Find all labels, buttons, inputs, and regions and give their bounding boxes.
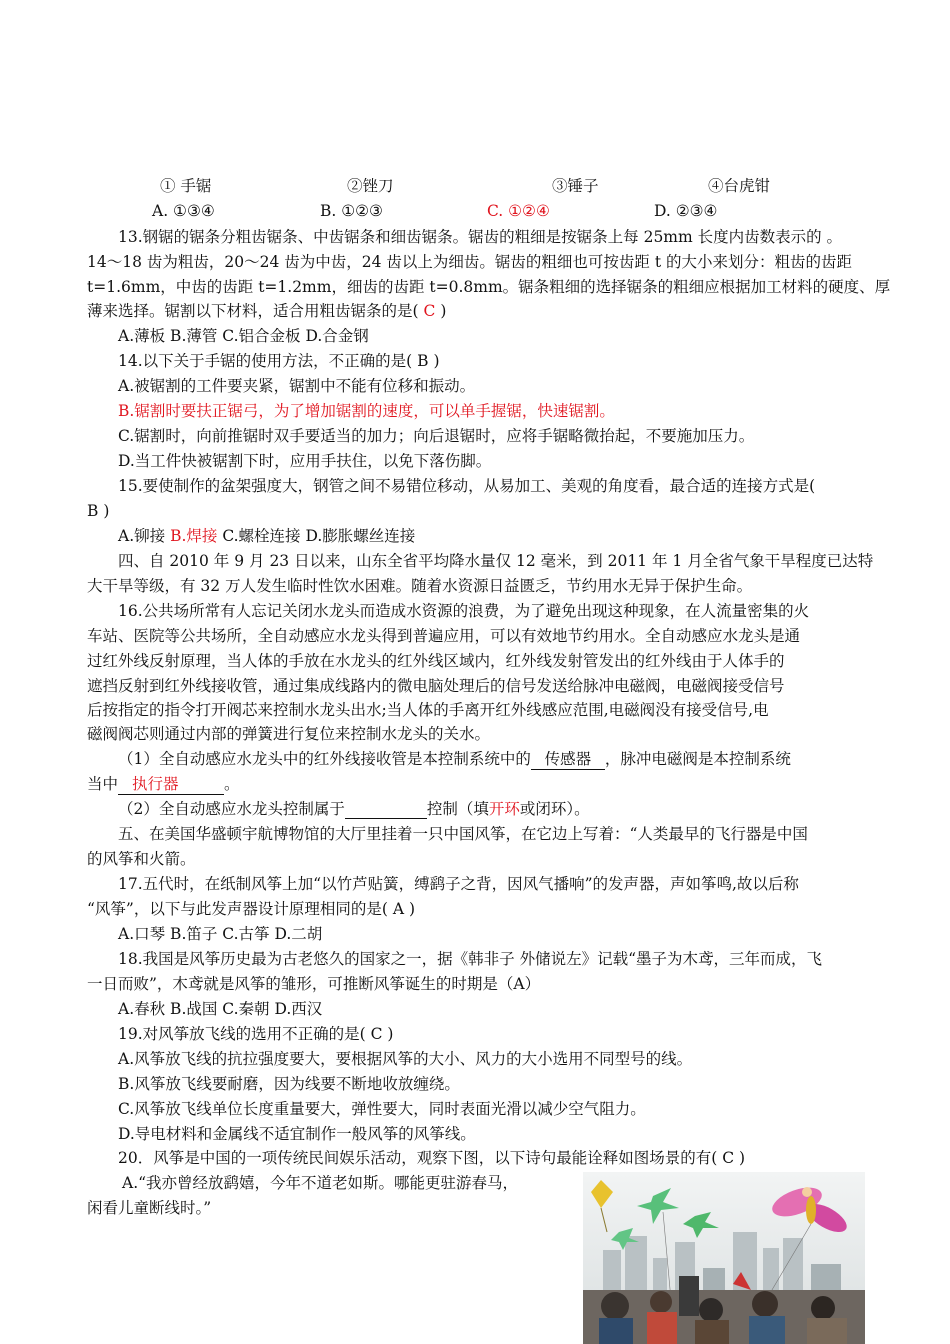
q16-line-3: 过红外线反射原理，当人体的手放在水龙头的红外线区域内，红外线发射管发出的红外线由于人体手的 (87, 652, 785, 670)
q13-options: A.薄板 B.薄管 C.铝合金板 D.合金钢 (118, 327, 369, 345)
q16-blank-actuator: 执行器 (118, 774, 224, 795)
q12-option-d: D. ②③④ (654, 202, 718, 220)
tool-item-3: ③锤子 (552, 177, 599, 195)
q15-option-b-answer: B.焊接 (170, 527, 218, 545)
q13-stem-end: 薄来选择。锯割以下材料，适合用粗齿锯条的是( (87, 302, 419, 320)
q20-stem: 20．风筝是中国的一项传统民间娱乐活动，观察下图，以下诗句最能诠释如图场景的有( C ) (118, 1149, 746, 1167)
q19-option-c: C.风筝放飞线单位长度重量要大，弹性要大，同时表面光滑以减少空气阻力。 (118, 1100, 646, 1118)
q18-options: A.春秋 B.战国 C.秦朝 D.西汉 (118, 1000, 323, 1018)
section-4-line-2: 大干旱等级，有 32 万人发生临时性饮水困难。随着水资源日益匮乏，节约用水无异于保护生命。 (87, 577, 753, 595)
q16-sub-1-end: 。 (224, 775, 240, 793)
q16-sub-1-prefix: 当中 (87, 775, 119, 793)
q14-option-c: C.锯割时，向前推锯时双手要适当的加力；向后退锯时，应将手锯略微抬起，不要施加压力。 (118, 427, 755, 445)
section-5-line-2: 的风筝和火箭。 (87, 850, 196, 868)
q16-line-4: 遮挡反射到红外线接收管，通过集成线路内的微电脑处理后的信号发送给脉冲电磁阀，电磁阀接受信号 (87, 677, 785, 695)
kite-photo (583, 1172, 865, 1344)
q15-options (118, 526, 415, 546)
q16-sub-2 (118, 799, 590, 819)
section-5-line-1: 五、在美国华盛顿宇航博物馆的大厅里挂着一只中国风筝，在它边上写着：“人类最早的飞行器是中国 (118, 825, 808, 843)
q19-stem: 19.对风筝放飞线的选用不正确的是( C ) (118, 1025, 394, 1043)
q16-line-1: 16.公共场所常有人忘记关闭水龙头而造成水资源的浪费，为了避免出现这种现象，在人流量密集的火 (118, 602, 810, 620)
q16-sub-1-mid: ，脉冲电磁阀是本控制系统 (604, 750, 791, 768)
q15-line-1: 15.要使制作的盆架强度大，钢管之间不易错位移动，从易加工、美观的角度看，最合适的连接方式是( (118, 477, 816, 495)
q13-line-1: 13.钢锯的锯条分粗齿锯条、中齿锯条和细齿锯条。锯齿的粗细是按锯条上每 25mm 长度内齿数表示的 。 (118, 228, 843, 246)
q16-line-2: 车站、医院等公共场所，全自动感应水龙头得到普遍应用，可以有效地节约用水。全自动感应水龙头是通 (87, 627, 801, 645)
q15-line-2: B ) (87, 502, 110, 520)
q16-sub-2-end: 或闭环）。 (519, 800, 590, 818)
q18-line-2: 一日而败”，木鸢就是风筝的雏形，可推断风筝诞生的时期是（A） (87, 975, 541, 993)
q15-option-a: A.铆接 (118, 527, 171, 545)
q16-sub-1-stem: （1）全自动感应水龙头中的红外线接收管是本控制系统中的 (118, 750, 531, 768)
q18-line-1: 18.我国是风筝历史最为古老悠久的国家之一，据《韩非子 外储说左》记载“墨子为木鸢，三年而成，飞 (118, 950, 823, 968)
q17-options: A.口琴 B.笛子 C.古筝 D.二胡 (118, 925, 323, 943)
q15-option-cd: C.螺栓连接 D.膨胀螺丝连接 (222, 527, 416, 545)
q16-answer-open-loop: 开环 (488, 800, 520, 818)
q12-option-a: A. ①③④ (152, 202, 215, 220)
q16-sub-1-line-2 (87, 774, 240, 795)
q12-option-c-answer: C. ①②④ (487, 202, 550, 220)
tool-item-2: ②锉刀 (347, 177, 394, 195)
section-4-line-1: 四、自 2010 年 9 月 23 日以来，山东全省平均降水量仅 12 毫米，到 2011 年 1 月全省气象干旱程度已达特 (118, 552, 874, 570)
q17-line-1: 17.五代时，在纸制风筝上加“以竹芦贴簧，缚鹞子之背，因风气播响”的发声器，声如筝鸣,故以后称 (118, 875, 799, 893)
q14-option-d: D.当工件快被锯割下时，应用手扶住，以免下落伤脚。 (118, 452, 492, 470)
q16-blank-sensor: 传感器 (531, 749, 605, 770)
q13-close-paren: ) (440, 302, 447, 320)
tool-item-1: ① 手锯 (160, 177, 212, 195)
q20-option-a-line-1: A.“我亦曾经放鹞嬉，今年不道老如斯。哪能更驻游春马， (122, 1174, 519, 1192)
q19-option-d: D.导电材料和金属线不适宜制作一般风筝的风筝线。 (118, 1125, 476, 1143)
q16-line-6: 磁阀阀芯则通过内部的弹簧进行复位来控制水龙头的关水。 (87, 725, 491, 743)
q16-sub-1 (118, 749, 791, 770)
q14-option-b-answer: B.锯割时要扶正锯弓，为了增加锯割的速度，可以单手握锯，快速锯割。 (118, 402, 615, 420)
q13-line-2: 14～18 齿为粗齿，20～24 齿为中齿，24 齿以上为细齿。锯齿的粗细也可按齿距 t 的大小来划分：粗齿的齿距 (87, 253, 852, 271)
q12-option-b: B. ①②③ (320, 202, 383, 220)
q17-line-2: “风筝”，以下与此发声器设计原理相同的是( A ) (87, 900, 415, 918)
q13-line-3: t=1.6mm，中齿的齿距 t=1.2mm，细齿的齿距 t=0.8mm。锯条粗细的选择锯条的粗细应根据加工材料的硬度、厚 (87, 278, 891, 296)
q13-answer: C (423, 302, 436, 320)
q13-line-4 (87, 301, 446, 321)
q20-option-a-line-2: 闲看儿童断线时。” (87, 1199, 212, 1217)
q16-blank-control (345, 801, 427, 819)
q19-option-b: B.风筝放飞线要耐磨，因为线要不断地收放缠绕。 (118, 1075, 460, 1093)
q14-option-a: A.被锯割的工件要夹紧，锯割中不能有位移和振动。 (118, 377, 476, 395)
q16-line-5: 后按指定的指令打开阀芯来控制水龙头出水;当人体的手离开红外线感应范围,电磁阀没有接受信号,电 (87, 701, 769, 719)
tool-item-4: ④台虎钳 (708, 177, 771, 195)
q16-sub-2-mid: 控制（填 (426, 800, 489, 818)
q14-stem: 14.以下关于手锯的使用方法，不正确的是( B ) (118, 352, 440, 370)
q19-option-a: A.风筝放飞线的抗拉强度要大，要根据风筝的大小、风力的大小选用不同型号的线。 (118, 1050, 693, 1068)
q16-sub-2-stem: （2）全自动感应水龙头控制属于 (118, 800, 345, 818)
